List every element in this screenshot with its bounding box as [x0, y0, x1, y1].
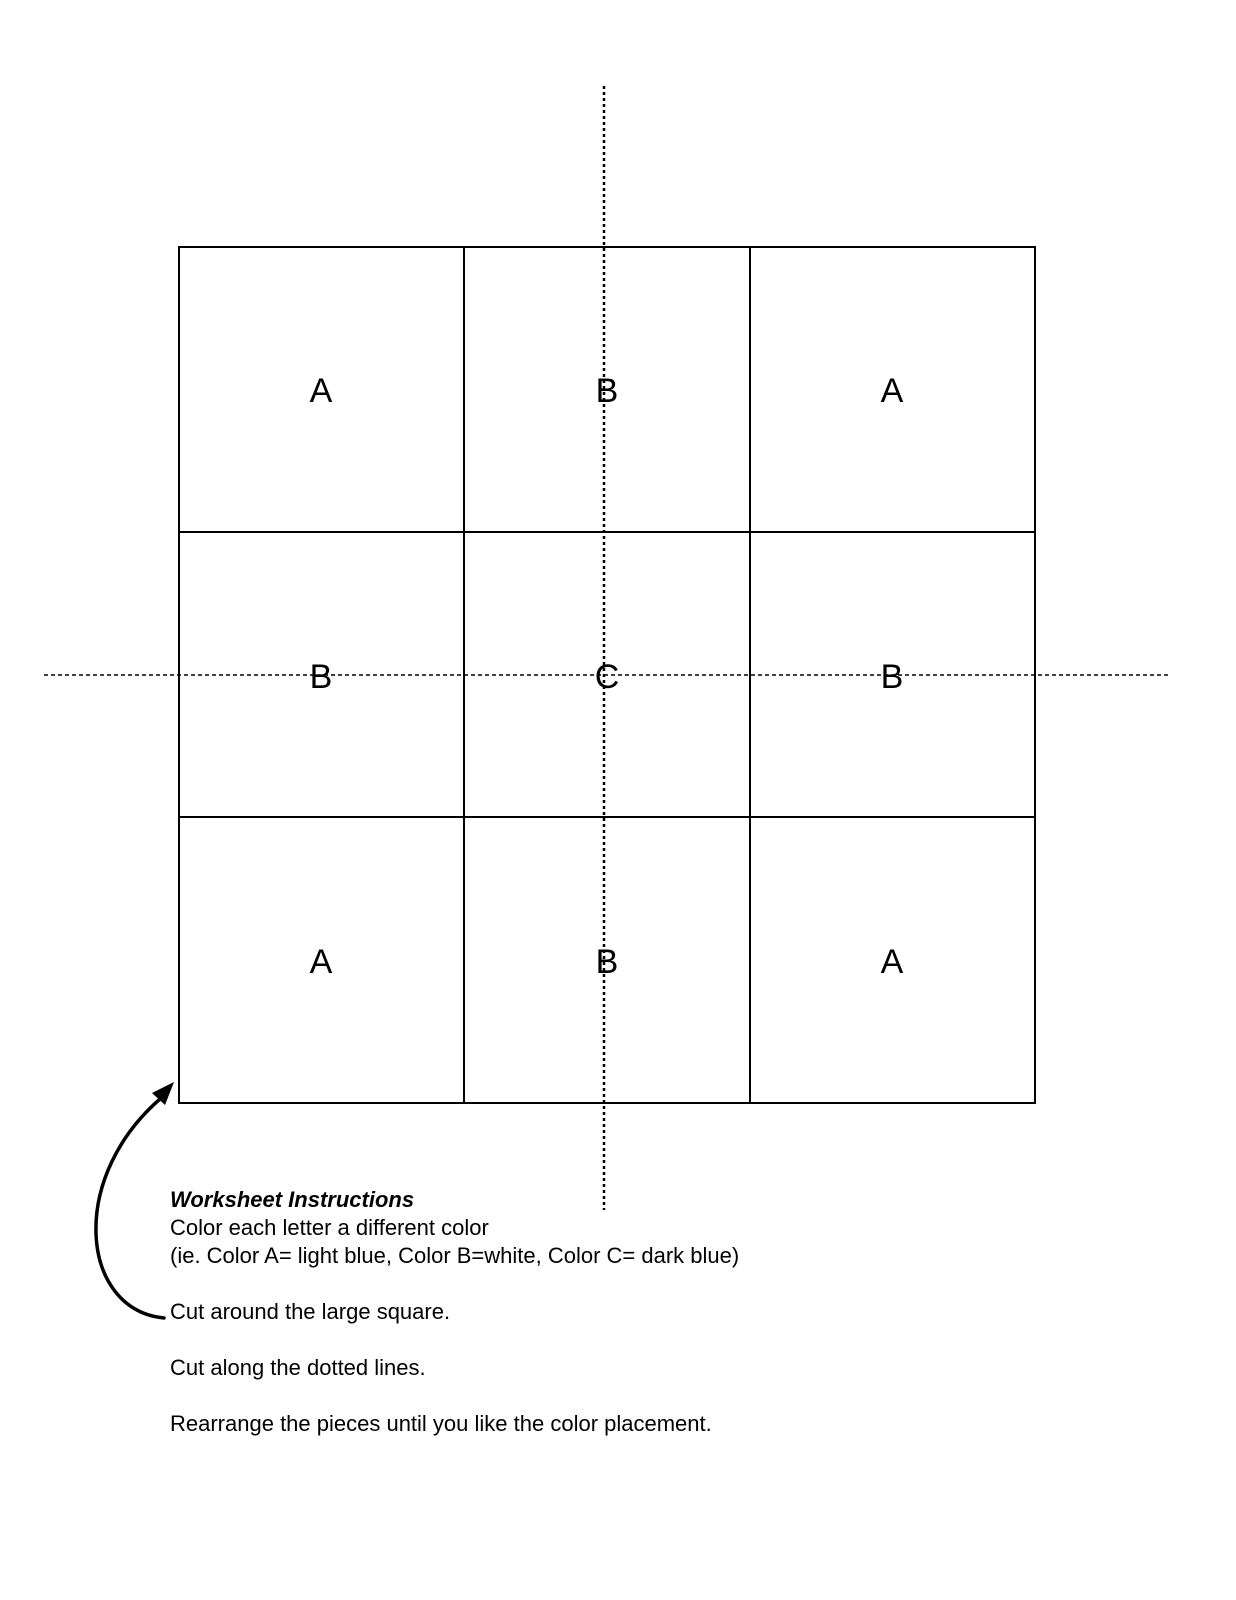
cell-letter-r1c3: A [880, 372, 904, 410]
cell-letter-r1c1: A [309, 372, 333, 410]
worksheet-instructions [170, 1186, 1070, 1438]
instruction-color-example: (ie. Color A= light blue, Color B=white, Color C= dark blue) [170, 1243, 740, 1268]
instruction-rearrange: Rearrange the pieces until you like the color placement. [170, 1411, 712, 1436]
cell-letter-r2c2: C [594, 658, 620, 696]
instructions-title: Worksheet Instructions [170, 1187, 415, 1212]
curved-arrow-icon [96, 1082, 174, 1318]
cell-letter-r2c3: B [880, 658, 904, 696]
cell-letter-r2c1: B [309, 658, 333, 696]
instruction-cut-dotted: Cut along the dotted lines. [170, 1355, 426, 1380]
cell-letter-r3c3: A [880, 943, 904, 981]
cell-letter-r3c2: B [595, 943, 619, 981]
instruction-color-letters: Color each letter a different color [170, 1215, 489, 1240]
cell-letter-r3c1: A [309, 943, 333, 981]
instruction-cut-square: Cut around the large square. [170, 1299, 451, 1324]
cell-letter-r1c2: B [595, 372, 619, 410]
